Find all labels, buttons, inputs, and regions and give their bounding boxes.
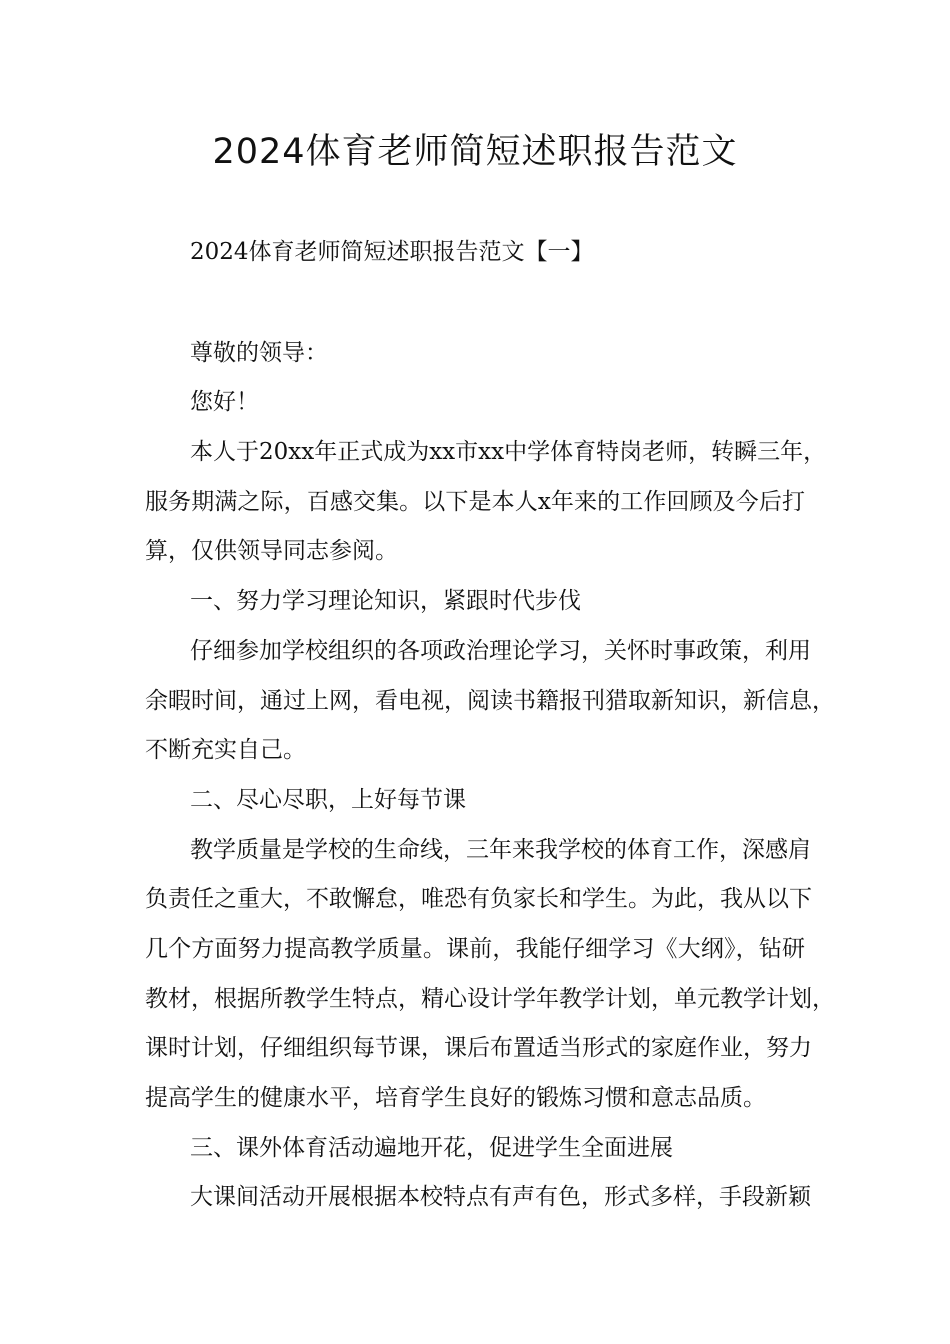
section-heading: 二、尽心尽职，上好每节课	[190, 787, 466, 813]
body-line: 服务期满之际，百感交集。以下是本人x年来的工作回顾及今后打	[145, 489, 805, 515]
body-line: 教学质量是学校的生命线，三年来我学校的体育工作，深感肩	[190, 837, 811, 863]
salutation: 您好！	[190, 389, 259, 415]
body-line: 提高学生的健康水平，培育学生良好的锻炼习惯和意志品质。	[145, 1085, 766, 1111]
body-line: 余暇时间，通过上网，看电视，阅读书籍报刊猎取新知识，新信息，	[145, 688, 835, 714]
document-subtitle: 2024体育老师简短述职报告范文【一】	[190, 239, 594, 265]
section-heading: 三、课外体育活动遍地开花，促进学生全面进展	[190, 1135, 673, 1161]
body-line: 负责任之重大，不敢懈怠，唯恐有负家长和学生。为此，我从以下	[145, 886, 812, 912]
body-line: 仔细参加学校组织的各项政治理论学习，关怀时事政策，利用	[190, 638, 811, 664]
body-line: 几个方面努力提高教学质量。课前，我能仔细学习《大纲》，钻研	[145, 936, 805, 962]
section-heading: 一、努力学习理论知识，紧跟时代步伐	[190, 588, 581, 614]
body-line: 本人于20xx年正式成为xx市xx中学体育特岗老师，转瞬三年，	[190, 439, 827, 465]
body-line: 不断充实自己。	[145, 737, 306, 763]
body-line: 大课间活动开展根据本校特点有声有色，形式多样，手段新颖	[190, 1184, 811, 1210]
body-line: 教材，根据所教学生特点，精心设计学年教学计划，单元教学计划，	[145, 986, 835, 1012]
body-line: 算，仅供领导同志参阅。	[145, 538, 398, 564]
greeting: 尊敬的领导：	[190, 340, 328, 366]
document-title: 2024体育老师简短述职报告范文	[212, 132, 738, 172]
body-line: 课时计划，仔细组织每节课，课后布置适当形式的家庭作业，努力	[145, 1035, 812, 1061]
